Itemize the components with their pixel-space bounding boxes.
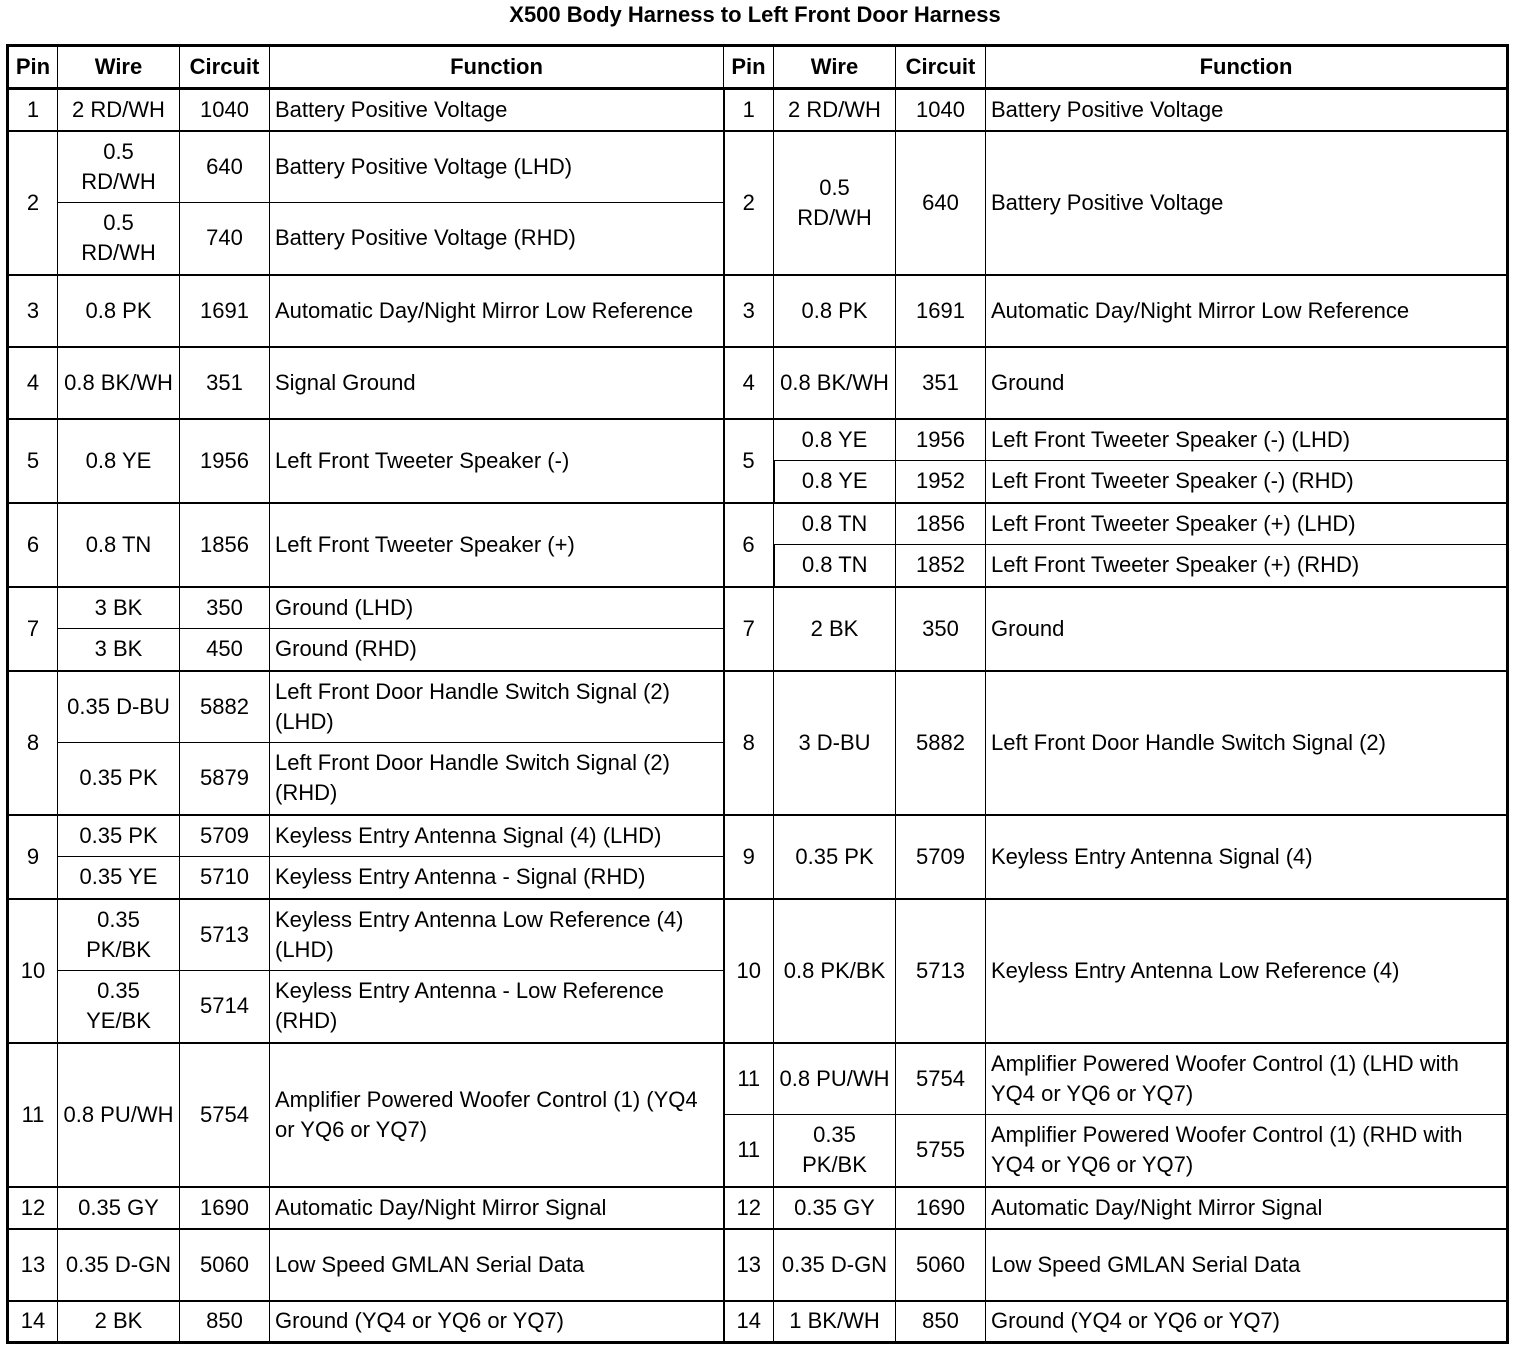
body-harness-function-cell: Battery Positive Voltage (RHD) (270, 203, 724, 275)
body-harness-circuit-cell: 5060 (180, 1229, 270, 1301)
header-pin: Pin (8, 46, 58, 89)
body-harness-pin-cell: 9 (8, 815, 58, 899)
body-harness-pin-cell: 2 (8, 131, 58, 275)
harness-pinout-table (6, 44, 1509, 1344)
door-harness-pin-cell: 11 (724, 1043, 774, 1115)
body-harness-function-cell: Keyless Entry Antenna Low Reference (4) (LHD) (270, 899, 724, 971)
table-row (8, 671, 1508, 743)
body-harness-circuit-cell: 5882 (180, 671, 270, 743)
body-harness-circuit-cell: 350 (180, 587, 270, 629)
body-harness-function-cell: Amplifier Powered Woofer Control (1) (YQ4 or YQ6 or YQ7) (270, 1043, 724, 1187)
table-row (8, 899, 1508, 971)
body-harness-pin-cell: 4 (8, 347, 58, 419)
door-harness-pin-cell: 14 (724, 1301, 774, 1343)
body-harness-wire-cell: 0.5 RD/WH (58, 203, 180, 275)
door-harness-circuit-cell: 640 (896, 131, 986, 275)
door-harness-wire-cell: 2 RD/WH (774, 89, 896, 131)
table-row (8, 1301, 1508, 1343)
door-harness-wire-cell: 0.35 PK (774, 815, 896, 899)
table-row (8, 1043, 1508, 1115)
body-harness-function-cell: Left Front Door Handle Switch Signal (2) (RHD) (270, 743, 724, 815)
body-harness-function-cell: Low Speed GMLAN Serial Data (270, 1229, 724, 1301)
body-harness-pin-cell: 6 (8, 503, 58, 587)
door-harness-wire-cell: 1 BK/WH (774, 1301, 896, 1343)
body-harness-function-cell: Left Front Tweeter Speaker (-) (270, 419, 724, 503)
door-harness-pin-cell: 12 (724, 1187, 774, 1229)
body-harness-function-cell: Keyless Entry Antenna Signal (4) (LHD) (270, 815, 724, 857)
door-harness-function-cell: Left Front Tweeter Speaker (+) (LHD) (986, 503, 1508, 545)
door-harness-circuit-cell: 5755 (896, 1115, 986, 1187)
body-harness-function-cell: Signal Ground (270, 347, 724, 419)
body-harness-circuit-cell: 450 (180, 629, 270, 671)
table-row (8, 419, 1508, 461)
door-harness-function-cell: Keyless Entry Antenna Signal (4) (986, 815, 1508, 899)
table-row (8, 89, 1508, 131)
door-harness-pin-cell: 6 (724, 503, 774, 587)
body-harness-circuit-cell: 850 (180, 1301, 270, 1343)
document-title: X500 Body Harness to Left Front Door Harness (509, 2, 1001, 27)
door-harness-circuit-cell: 1852 (896, 545, 986, 587)
door-harness-pin-cell: 9 (724, 815, 774, 899)
body-harness-wire-cell: 2 BK (58, 1301, 180, 1343)
header-function: Function (986, 46, 1508, 89)
body-harness-function-cell: Ground (RHD) (270, 629, 724, 671)
body-harness-wire-cell: 0.8 TN (58, 503, 180, 587)
table-row (8, 131, 1508, 203)
door-harness-circuit-cell: 350 (896, 587, 986, 671)
body-harness-wire-cell: 0.35 YE (58, 857, 180, 899)
door-harness-function-cell: Left Front Tweeter Speaker (+) (RHD) (986, 545, 1508, 587)
body-harness-wire-cell: 2 RD/WH (58, 89, 180, 131)
body-harness-pin-cell: 10 (8, 899, 58, 1043)
door-harness-circuit-cell: 5709 (896, 815, 986, 899)
body-harness-wire-cell: 3 BK (58, 587, 180, 629)
body-harness-pin-cell: 12 (8, 1187, 58, 1229)
door-harness-function-cell: Ground (986, 587, 1508, 671)
header-function: Function (270, 46, 724, 89)
door-harness-pin-cell: 3 (724, 275, 774, 347)
header-circuit: Circuit (180, 46, 270, 89)
table-row (8, 1229, 1508, 1301)
header-row (8, 46, 1508, 89)
body-harness-pin-cell: 3 (8, 275, 58, 347)
body-harness-function-cell: Keyless Entry Antenna - Low Reference (RHD) (270, 971, 724, 1043)
body-harness-circuit-cell: 1690 (180, 1187, 270, 1229)
body-harness-circuit-cell: 351 (180, 347, 270, 419)
door-harness-circuit-cell: 1856 (896, 503, 986, 545)
header-pin: Pin (724, 46, 774, 89)
door-harness-pin-cell: 1 (724, 89, 774, 131)
door-harness-circuit-cell: 5754 (896, 1043, 986, 1115)
body-harness-function-cell: Left Front Tweeter Speaker (+) (270, 503, 724, 587)
door-harness-wire-cell: 2 BK (774, 587, 896, 671)
door-harness-circuit-cell: 5713 (896, 899, 986, 1043)
door-harness-function-cell: Left Front Tweeter Speaker (-) (RHD) (986, 461, 1508, 503)
door-harness-function-cell: Automatic Day/Night Mirror Signal (986, 1187, 1508, 1229)
body-harness-function-cell: Keyless Entry Antenna - Signal (RHD) (270, 857, 724, 899)
body-harness-pin-cell: 1 (8, 89, 58, 131)
door-harness-circuit-cell: 5060 (896, 1229, 986, 1301)
door-harness-function-cell: Keyless Entry Antenna Low Reference (4) (986, 899, 1508, 1043)
door-harness-wire-cell: 0.35 GY (774, 1187, 896, 1229)
body-harness-function-cell: Battery Positive Voltage (LHD) (270, 131, 724, 203)
door-harness-pin-cell: 11 (724, 1115, 774, 1187)
door-harness-function-cell: Battery Positive Voltage (986, 89, 1508, 131)
door-harness-pin-cell: 7 (724, 587, 774, 671)
door-harness-wire-cell: 0.8 YE (774, 419, 896, 461)
door-harness-function-cell: Left Front Door Handle Switch Signal (2) (986, 671, 1508, 815)
body-harness-function-cell: Automatic Day/Night Mirror Signal (270, 1187, 724, 1229)
body-harness-circuit-cell: 5754 (180, 1043, 270, 1187)
door-harness-wire-cell: 0.8 BK/WH (774, 347, 896, 419)
door-harness-circuit-cell: 1040 (896, 89, 986, 131)
table-row (8, 1187, 1508, 1229)
door-harness-circuit-cell: 1956 (896, 419, 986, 461)
body-harness-function-cell: Ground (YQ4 or YQ6 or YQ7) (270, 1301, 724, 1343)
body-harness-pin-cell: 7 (8, 587, 58, 671)
door-harness-function-cell: Amplifier Powered Woofer Control (1) (LHD with YQ4 or YQ6 or YQ7) (986, 1043, 1508, 1115)
body-harness-wire-cell: 0.5 RD/WH (58, 131, 180, 203)
door-harness-pin-cell: 2 (724, 131, 774, 275)
body-harness-circuit-cell: 1856 (180, 503, 270, 587)
body-harness-pin-cell: 13 (8, 1229, 58, 1301)
door-harness-wire-cell: 0.8 PU/WH (774, 1043, 896, 1115)
body-harness-wire-cell: 0.8 BK/WH (58, 347, 180, 419)
door-harness-wire-cell: 0.8 PK (774, 275, 896, 347)
table-row (8, 587, 1508, 629)
body-harness-function-cell: Automatic Day/Night Mirror Low Reference (270, 275, 724, 347)
door-harness-wire-cell: 0.8 PK/BK (774, 899, 896, 1043)
door-harness-function-cell: Left Front Tweeter Speaker (-) (LHD) (986, 419, 1508, 461)
door-harness-function-cell: Amplifier Powered Woofer Control (1) (RHD with YQ4 or YQ6 or YQ7) (986, 1115, 1508, 1187)
door-harness-function-cell: Low Speed GMLAN Serial Data (986, 1229, 1508, 1301)
body-harness-circuit-cell: 5710 (180, 857, 270, 899)
door-harness-pin-cell: 10 (724, 899, 774, 1043)
door-harness-wire-cell: 0.8 TN (774, 545, 896, 587)
body-harness-wire-cell: 0.35 GY (58, 1187, 180, 1229)
door-harness-wire-cell: 0.8 YE (774, 461, 896, 503)
door-harness-wire-cell: 0.5 RD/WH (774, 131, 896, 275)
body-harness-wire-cell: 0.35 D-GN (58, 1229, 180, 1301)
body-harness-wire-cell: 0.35 D-BU (58, 671, 180, 743)
body-harness-circuit-cell: 740 (180, 203, 270, 275)
body-harness-pin-cell: 8 (8, 671, 58, 815)
table-row (8, 815, 1508, 857)
body-harness-wire-cell: 0.8 PU/WH (58, 1043, 180, 1187)
body-harness-pin-cell: 5 (8, 419, 58, 503)
door-harness-function-cell: Automatic Day/Night Mirror Low Reference (986, 275, 1508, 347)
door-harness-function-cell: Ground (YQ4 or YQ6 or YQ7) (986, 1301, 1508, 1343)
body-harness-function-cell: Ground (LHD) (270, 587, 724, 629)
door-harness-circuit-cell: 351 (896, 347, 986, 419)
header-wire: Wire (774, 46, 896, 89)
table-row (8, 347, 1508, 419)
door-harness-circuit-cell: 5882 (896, 671, 986, 815)
body-harness-circuit-cell: 5709 (180, 815, 270, 857)
body-harness-wire-cell: 0.35 PK (58, 743, 180, 815)
body-harness-wire-cell: 0.35 PK/BK (58, 899, 180, 971)
header-wire: Wire (58, 46, 180, 89)
body-harness-circuit-cell: 5713 (180, 899, 270, 971)
body-harness-function-cell: Battery Positive Voltage (270, 89, 724, 131)
table-row (8, 275, 1508, 347)
body-harness-wire-cell: 3 BK (58, 629, 180, 671)
body-harness-wire-cell: 0.35 YE/BK (58, 971, 180, 1043)
body-harness-circuit-cell: 1956 (180, 419, 270, 503)
door-harness-wire-cell: 3 D-BU (774, 671, 896, 815)
body-harness-circuit-cell: 640 (180, 131, 270, 203)
door-harness-pin-cell: 4 (724, 347, 774, 419)
door-harness-pin-cell: 8 (724, 671, 774, 815)
door-harness-pin-cell: 13 (724, 1229, 774, 1301)
body-harness-pin-cell: 11 (8, 1043, 58, 1187)
body-harness-function-cell: Left Front Door Handle Switch Signal (2) (LHD) (270, 671, 724, 743)
door-harness-function-cell: Battery Positive Voltage (986, 131, 1508, 275)
door-harness-function-cell: Ground (986, 347, 1508, 419)
door-harness-pin-cell: 5 (724, 419, 774, 503)
door-harness-circuit-cell: 1952 (896, 461, 986, 503)
door-harness-circuit-cell: 1691 (896, 275, 986, 347)
door-harness-circuit-cell: 850 (896, 1301, 986, 1343)
body-harness-pin-cell: 14 (8, 1301, 58, 1343)
body-harness-circuit-cell: 5714 (180, 971, 270, 1043)
body-harness-circuit-cell: 1040 (180, 89, 270, 131)
body-harness-wire-cell: 0.8 PK (58, 275, 180, 347)
header-circuit: Circuit (896, 46, 986, 89)
body-harness-circuit-cell: 5879 (180, 743, 270, 815)
table-body (8, 89, 1508, 1343)
door-harness-wire-cell: 0.8 TN (774, 503, 896, 545)
door-harness-wire-cell: 0.35 D-GN (774, 1229, 896, 1301)
body-harness-wire-cell: 0.8 YE (58, 419, 180, 503)
door-harness-circuit-cell: 1690 (896, 1187, 986, 1229)
body-harness-wire-cell: 0.35 PK (58, 815, 180, 857)
table-row (8, 503, 1508, 545)
door-harness-wire-cell: 0.35 PK/BK (774, 1115, 896, 1187)
body-harness-circuit-cell: 1691 (180, 275, 270, 347)
